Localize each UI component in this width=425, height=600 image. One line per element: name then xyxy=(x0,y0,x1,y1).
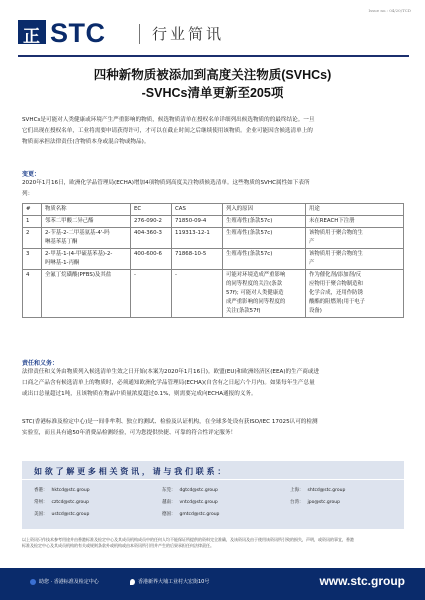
email-link[interactable]: hktcd@stc.group xyxy=(51,488,90,493)
globe-icon xyxy=(30,579,36,585)
email-link[interactable]: gmtcd@stc.group xyxy=(179,512,220,517)
email-link[interactable]: cztcd@stc.group xyxy=(51,500,90,505)
email-link[interactable]: ustcd@stc.group xyxy=(51,512,90,517)
table-row: 3 2-甲基-1-(4-甲硫基苯基)-2- 吗啉基-1-丙酮 400-600-6 71868-10-5 生殖毒性(条款57c) 该物质用于聚合物的生 产 xyxy=(23,249,404,270)
about-paragraph: STC(香港标准及检定中心)是一间非牟利、独立的测试、检验及认证机构，在全球多处设有获ISO/IEC 17025认可的检测 实验室，而且具有逾50年消费品检测经验，可为您提供快捷、可靠的符合性评定服务！ xyxy=(22,419,318,436)
col-header-cas: CAS xyxy=(172,204,223,216)
website-link[interactable]: www.stc.group xyxy=(319,574,405,588)
change-paragraph: 2020年1月16日，欧洲化学品管理局(ECHA)增加4项物质到高度关注物质候选清单。这些物质的SVHC属性如下表所 列： xyxy=(22,180,310,197)
email-link[interactable]: jpo@stc.group xyxy=(307,500,340,505)
stc-logo-mark: 正 xyxy=(18,20,46,44)
contact-divider xyxy=(22,479,404,480)
table-row: 4 全氟丁烷磺酸(PFBS)及其盐 - - 可能对环境造成严重影响 的同等程度的关注(条款 57f); 可能对人类健康造 成严重影响的同等程度的 关注(条款57f) 作为催化剂/添加剂/反 应物用于聚合物制造和 化学合成，还用作防锈 酸酯的阻燃剂(用于电子 设备) xyxy=(23,270,404,318)
contact-hongkong: 香港： hktcd@stc.group xyxy=(34,488,90,493)
footer-bar xyxy=(0,568,425,600)
header-divider xyxy=(139,24,140,44)
table-header-row xyxy=(23,204,404,216)
duty-paragraph: 法律责任和义务由物质列入候选清单生效之日开始(本案为2020年1月16日)。欧盟(EU)和欧洲经济区(EEA)的生产商或进 口商之产品含有候选清单上的物质时，必须通知欧洲化学品管理局(ECHA)(自含有之日起六个月内)。如果每年生产总量 或出口总量超过1吨，且该物质在物品中质量浓度超过0.1%，则需要完成向ECHA通报的义务。 xyxy=(22,369,320,397)
contact-usa: 美国： ustcd@stc.group xyxy=(34,512,90,517)
svhc-table xyxy=(22,203,404,318)
location-pin-icon xyxy=(130,579,135,585)
contact-changzhou: 常州： cztcd@stc.group xyxy=(34,500,90,505)
table-row: 2 2-苄基-2-二甲基氨基-4'-吗 啉基苯基丁酮 404-360-3 119313-12-1 生殖毒性(条款57c) 该物质用于聚合物的生 产 xyxy=(23,228,404,249)
col-header-reason: 列入的原因 xyxy=(223,204,306,216)
contact-taiwan: 台湾： jpo@stc.group xyxy=(290,500,340,505)
disclaimer: 以上资讯只作技术参考用途并由香港标准及检定中心及其成员机构成员中的任何人均不能保证所提供的资料完全准确，及该资讯及由于使用该资讯所引致的损失，声明，或资讯的事宜，香港 标准及检定中心及其成员机构的有关或规则条款外或机构或由本资讯所引用并产生的后果承担任何法律责任。 xyxy=(22,537,354,548)
contact-vietnam: 越南： vntcd@stc.group xyxy=(162,500,218,505)
contact-dongguan: 东莞： dgtcd@stc.group xyxy=(162,488,218,493)
col-header-use: 用途 xyxy=(306,204,404,216)
header-title: 行业简讯 xyxy=(152,25,225,43)
footer-address: 香港新界大埔工业村大宏街10号 xyxy=(130,578,209,585)
contact-box xyxy=(22,461,404,529)
change-heading: 变更： xyxy=(22,171,41,178)
document-title: 四种新物质被添加到高度关注物质(SVHCs) -SVHCs清单更新至205项 xyxy=(93,68,332,100)
email-link[interactable]: vntcd@stc.group xyxy=(179,500,218,505)
stc-logo-text: STC xyxy=(50,18,106,48)
intro-paragraph: SVHCs是可能对人类健康或环境产生严重影响的物质，候选物质清单在授权名单详细列出候选物质的的最终结论。一旦 它们出现在授权名单，工业将需要申请获得许可，才可以在截止时间之后继续使用该物质。企业可能因含候选清单上的 物质而承担法律责任(含物质本身或混合物或物品)。 xyxy=(22,117,315,145)
contact-title: 如 欲 了 解 更 多 相 关 资 讯 ， 请 与 我 们 联 系 ： xyxy=(34,467,226,476)
issue-number: Issue no.: 04/20/TCD xyxy=(368,8,411,13)
table-row: 1 邻苯二甲酸二异己酯 276-090-2 71850-09-4 生殖毒性(条款57c) 未在REACH下注册 xyxy=(23,216,404,228)
col-header-name: 物质名称 xyxy=(42,204,131,216)
email-link[interactable]: dgtcd@stc.group xyxy=(179,488,218,493)
email-link[interactable]: shtcd@stc.group xyxy=(307,488,346,493)
col-header-ec: EC xyxy=(131,204,172,216)
footer-tagline: 助您 · 香港标准及检定中心 xyxy=(30,578,99,585)
title-rule xyxy=(18,55,409,57)
duty-heading: 责任和义务： xyxy=(22,360,59,367)
contact-shanghai: 上海： shtcd@stc.group xyxy=(290,488,346,493)
col-header-no: # xyxy=(23,204,42,216)
contact-germany: 德国： gmtcd@stc.group xyxy=(162,512,220,517)
